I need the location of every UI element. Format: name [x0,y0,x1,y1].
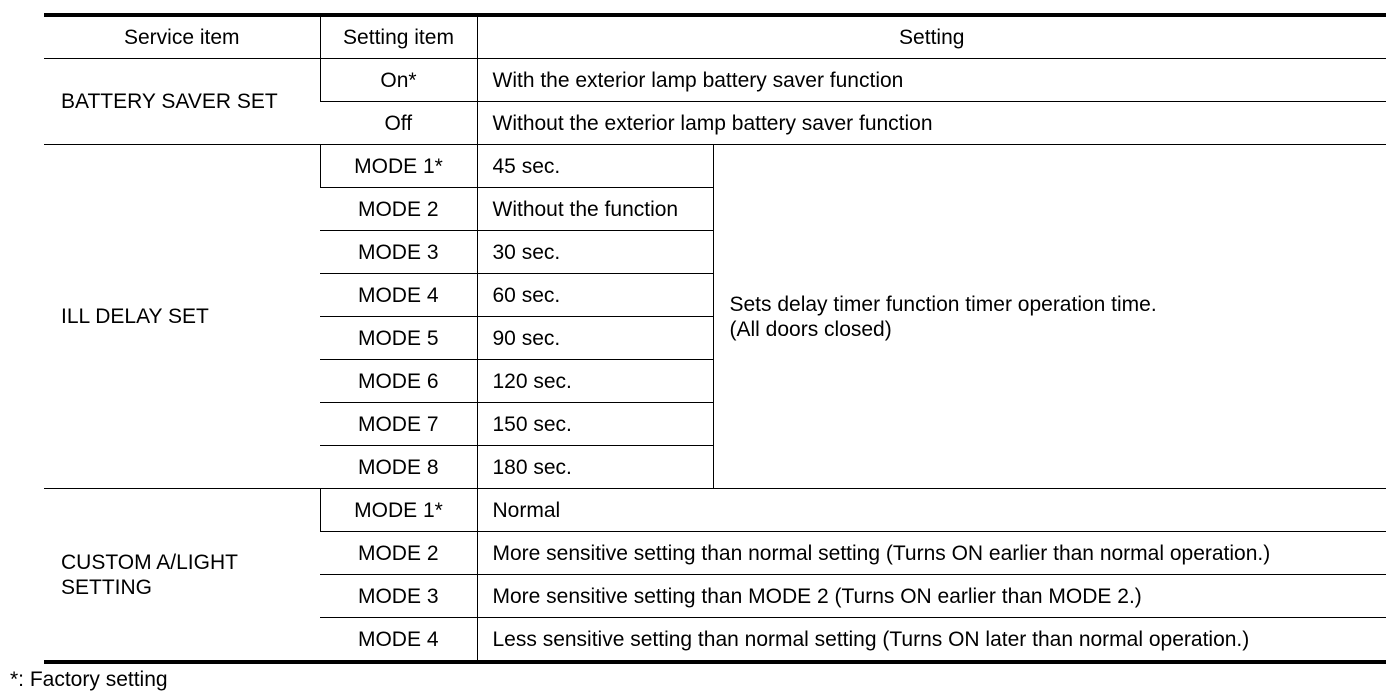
setting-item-cell: MODE 4 [320,274,477,317]
setting-item-cell: Off [320,102,477,145]
table-header-row [44,15,1386,59]
setting-cell: 60 sec. [477,274,713,317]
setting-item-cell: MODE 7 [320,403,477,446]
setting-item-cell: MODE 1* [320,489,477,532]
description-line: Sets delay timer function timer operation time. [729,292,1157,316]
setting-item-cell: MODE 2 [320,188,477,231]
service-settings-table [44,13,1386,664]
setting-cell: Without the exterior lamp battery saver function [477,102,1386,145]
service-battery-saver: BATTERY SAVER SET [44,59,320,145]
service-label-line: SETTING [61,575,153,599]
header-service-item: Service item [44,15,320,59]
setting-item-cell: MODE 8 [320,446,477,489]
setting-item-cell: MODE 3 [320,575,477,618]
service-custom-alight [44,489,320,663]
table-row [44,489,1386,532]
setting-cell: More sensitive setting than normal setting (Turns ON earlier than normal operation.) [477,532,1386,575]
setting-cell: 180 sec. [477,446,713,489]
header-setting: Setting [477,15,1386,59]
table-row [44,145,1386,188]
setting-item-cell: MODE 2 [320,532,477,575]
setting-cell: 150 sec. [477,403,713,446]
setting-item-cell: MODE 6 [320,360,477,403]
setting-item-cell: MODE 4 [320,618,477,663]
setting-cell: Without the function [477,188,713,231]
setting-item-cell: On* [320,59,477,102]
table-row [44,59,1386,102]
setting-cell: With the exterior lamp battery saver function [477,59,1386,102]
setting-item-cell: MODE 3 [320,231,477,274]
header-setting-item: Setting item [320,15,477,59]
setting-item-cell: MODE 5 [320,317,477,360]
setting-cell: 90 sec. [477,317,713,360]
ill-delay-description [713,145,1386,489]
setting-cell: Normal [477,489,1386,532]
setting-cell: 30 sec. [477,231,713,274]
setting-item-cell: MODE 1* [320,145,477,188]
service-ill-delay: ILL DELAY SET [44,145,320,489]
service-label-line: CUSTOM A/LIGHT [61,550,238,574]
setting-cell: 120 sec. [477,360,713,403]
setting-cell: Less sensitive setting than normal setting (Turns ON later than normal operation.) [477,618,1386,663]
description-line: (All doors closed) [729,317,892,341]
setting-cell: More sensitive setting than MODE 2 (Turns ON earlier than MODE 2.) [477,575,1386,618]
footnote: *: Factory setting [10,668,168,691]
setting-cell: 45 sec. [477,145,713,188]
